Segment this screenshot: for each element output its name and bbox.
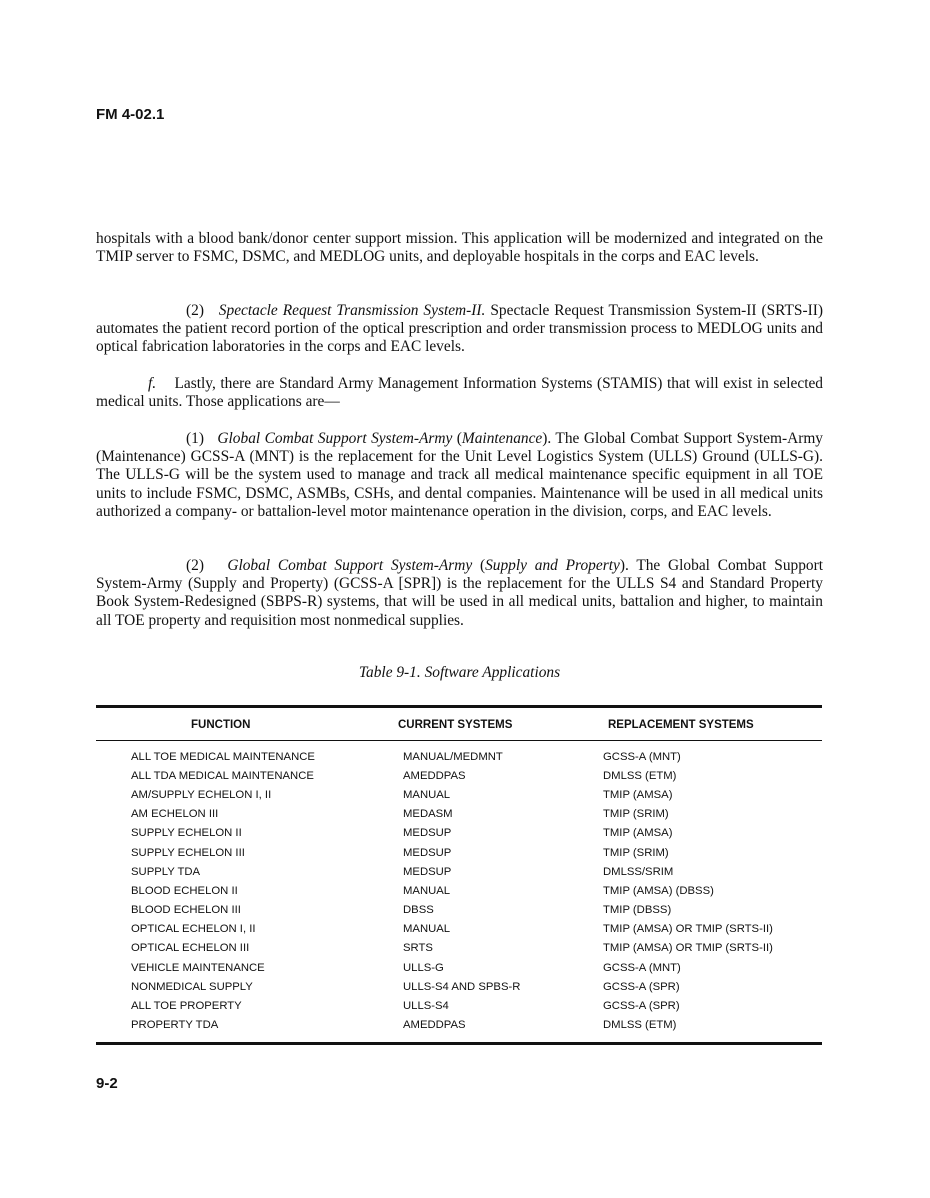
cell-current-system: MANUAL/MEDMNT — [403, 750, 503, 763]
table-row — [96, 920, 822, 939]
cell-function: VEHICLE MAINTENANCE — [131, 961, 265, 974]
paragraph-number: (1) — [186, 430, 204, 447]
cell-current-system: DBSS — [403, 904, 434, 917]
table-top-rule — [96, 705, 822, 708]
cell-function: BLOOD ECHELON II — [131, 884, 238, 897]
cell-replacement-system: TMIP (AMSA) OR TMIP (SRTS-II) — [603, 942, 773, 955]
table-row — [96, 901, 822, 920]
cell-current-system: ULLS-G — [403, 961, 444, 974]
paragraph-text: Spectacle Request Transmission System-II (SRTS-II) automates the patient record portion of the optical prescription and order transmission process to MEDLOG units and optical fabrication laboratories in the corps and EAC levels. — [96, 302, 823, 356]
paragraph-number: f. — [148, 375, 157, 392]
cell-replacement-system: DMLSS (ETM) — [603, 1019, 677, 1032]
table-row — [96, 824, 822, 843]
cell-replacement-system: DMLSS (ETM) — [603, 769, 677, 782]
table-row — [96, 747, 822, 766]
cell-function: SUPPLY ECHELON II — [131, 827, 242, 840]
cell-function: ALL TOE PROPERTY — [131, 1000, 242, 1013]
paragraph-text: The Global Combat Support System-Army (Supply and Property) (GCSS-A [SPR]) is the replacement for the ULLS S4 and Standard Property Book System-Redesigned (SBPS-R) systems, that will be used in all medical units, battalion and higher, to maintain all TOE property and requisition most nonmedical supplies. — [96, 557, 823, 629]
cell-current-system: MEDASM — [403, 808, 453, 821]
cell-replacement-system: GCSS-A (MNT) — [603, 750, 681, 763]
cell-current-system: MEDSUP — [403, 827, 452, 840]
paragraph-stamis — [96, 375, 823, 411]
column-header-replacement-systems: REPLACEMENT SYSTEMS — [608, 719, 754, 731]
table-row — [96, 977, 822, 996]
cell-function: NONMEDICAL SUPPLY — [131, 980, 253, 993]
cell-replacement-system: GCSS-A (SPR) — [603, 1000, 680, 1013]
paragraph-text: The Global Combat Support System-Army (Maintenance) GCSS-A (MNT) is the replacement for the Unit Level Logistics System (ULLS) Ground (ULLS-G). The ULLS-G will be the system used to manage and track all medical maintenance specific equipment in all TOE units to include FSMC, DSMC, ASMBs, CSHs, and dental companies. Maintenance will be used in all medical units authorized a company- or battalion-level motor maintenance operation in the division, corps, and EAC levels. — [96, 430, 824, 520]
cell-function: ALL TDA MEDICAL MAINTENANCE — [131, 769, 314, 782]
cell-function: OPTICAL ECHELON III — [131, 942, 250, 955]
paragraph-number: (2) — [186, 302, 204, 319]
paragraph-title-sub: Maintenance — [461, 430, 543, 447]
column-header-function: FUNCTION — [191, 719, 251, 731]
table-row — [96, 958, 822, 977]
paragraph-gcss-mnt — [96, 430, 823, 521]
cell-current-system: MANUAL — [403, 884, 451, 897]
paragraph-text: Lastly, there are Standard Army Management Information Systems (STAMIS) that will exist in selected medical units. Those applications are— — [96, 375, 823, 411]
cell-function: OPTICAL ECHELON I, II — [131, 923, 256, 936]
table-row — [96, 862, 822, 881]
cell-replacement-system: TMIP (AMSA) (DBSS) — [603, 884, 714, 897]
paragraph-title-sub: Supply and Property — [485, 557, 620, 574]
table-row — [96, 843, 822, 862]
paragraph-srts — [96, 302, 823, 357]
cell-replacement-system: TMIP (DBSS) — [603, 904, 672, 917]
cell-replacement-system: TMIP (AMSA) — [603, 827, 673, 840]
table-row — [96, 1016, 822, 1035]
paragraph-paren: ). — [542, 430, 552, 447]
cell-replacement-system: TMIP (SRIM) — [603, 846, 669, 859]
paragraph-title: Spectacle Request Transmission System-II. — [218, 302, 486, 319]
cell-function: SUPPLY ECHELON III — [131, 846, 245, 859]
paragraph-paren: ( — [452, 430, 462, 447]
software-applications-table — [96, 747, 822, 1035]
paragraph-gcss-spr — [96, 557, 823, 630]
cell-current-system: MEDSUP — [403, 846, 452, 859]
cell-current-system: SRTS — [403, 942, 433, 955]
cell-current-system: MEDSUP — [403, 865, 452, 878]
paragraph-title: Global Combat Support System-Army — [227, 557, 473, 574]
table-header-rule — [96, 740, 822, 741]
cell-current-system: ULLS-S4 — [403, 1000, 449, 1013]
cell-function: AM/SUPPLY ECHELON I, II — [131, 788, 272, 801]
paragraph-paren: ( — [472, 557, 486, 574]
table-caption: Table 9-1. Software Applications — [358, 664, 561, 681]
cell-function: ALL TOE MEDICAL MAINTENANCE — [131, 750, 315, 763]
cell-replacement-system: TMIP (AMSA) OR TMIP (SRTS-II) — [603, 923, 773, 936]
cell-function: SUPPLY TDA — [131, 865, 201, 878]
table-row — [96, 766, 822, 785]
cell-function: PROPERTY TDA — [131, 1019, 219, 1032]
cell-replacement-system: GCSS-A (MNT) — [603, 961, 681, 974]
cell-current-system: AMEDDPAS — [403, 1019, 466, 1032]
table-row — [96, 785, 822, 804]
cell-replacement-system: TMIP (SRIM) — [603, 808, 669, 821]
paragraph-paren: ). — [619, 557, 629, 574]
paragraph-number: (2) — [186, 557, 204, 574]
page-number: 9-2 — [96, 1075, 118, 1092]
paragraph-title: Global Combat Support System-Army — [217, 430, 453, 447]
cell-replacement-system: TMIP (AMSA) — [603, 788, 673, 801]
cell-function: BLOOD ECHELON III — [131, 904, 241, 917]
cell-current-system: MANUAL — [403, 923, 451, 936]
table-row — [96, 939, 822, 958]
paragraph-continuation: hospitals with a blood bank/donor center support mission. This application will be modernized and integrated on the TMIP server to FSMC, DSMC, and MEDLOG units, and deployable hospitals in the corps and EAC levels. — [96, 230, 823, 266]
table-bottom-rule — [96, 1042, 822, 1045]
cell-function: AM ECHELON III — [131, 808, 219, 821]
cell-current-system: MANUAL — [403, 788, 451, 801]
cell-replacement-system: DMLSS/SRIM — [603, 865, 674, 878]
table-row — [96, 805, 822, 824]
column-header-current-systems: CURRENT SYSTEMS — [398, 719, 513, 731]
page-header: FM 4-02.1 — [96, 106, 165, 123]
cell-replacement-system: GCSS-A (SPR) — [603, 980, 680, 993]
cell-current-system: ULLS-S4 AND SPBS-R — [403, 980, 521, 993]
cell-current-system: AMEDDPAS — [403, 769, 466, 782]
table-row — [96, 996, 822, 1015]
table-row — [96, 881, 822, 900]
